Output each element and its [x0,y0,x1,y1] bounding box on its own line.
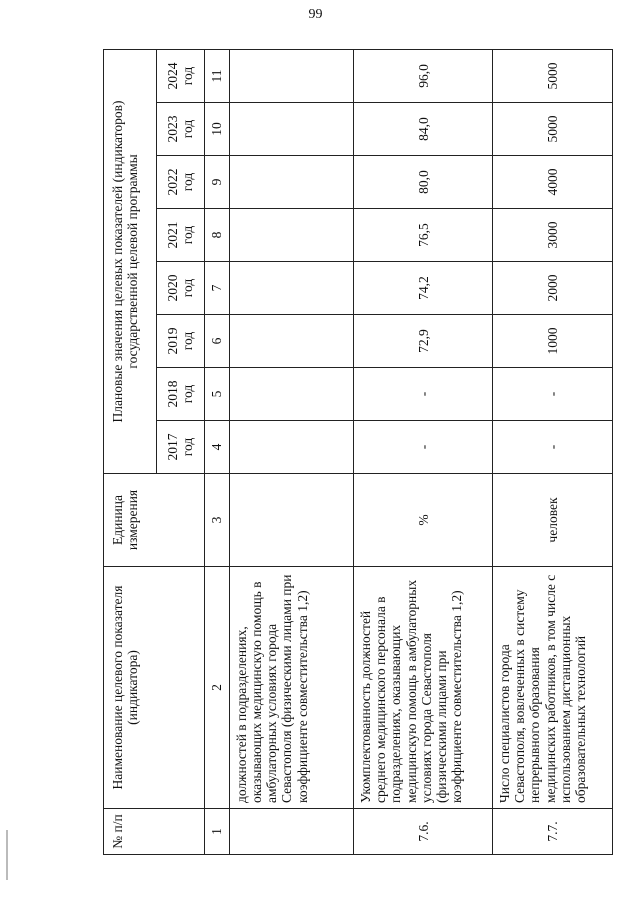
value-cell [230,315,354,368]
header-unit: Единица измерения [104,474,205,567]
unit-cell: % [354,474,493,567]
index-cell: 7 [204,262,230,315]
index-cell: 11 [204,49,230,102]
value-cell: 76,5 [354,209,493,262]
value-cell: 5000 [493,103,613,156]
value-cell: 84,0 [354,103,493,156]
value-cell: 4000 [493,156,613,209]
value-cell [230,262,354,315]
header-row-top [104,49,157,854]
indicator-name: Укомплектованность должностей среднего медицинского персонала в подразделениях, оказывающих медицинскую помощь в амбулаторных условиях города Севастополя (физическими лицами при коэффициенте совместительства 1,2) [354,567,493,809]
value-cell [230,421,354,474]
index-cell: 10 [204,103,230,156]
value-cell [230,209,354,262]
header-year: 2022 год [157,156,204,209]
index-cell: 3 [204,474,230,567]
header-name: Наименование целевого показателя (индикатора) [104,567,205,809]
indicator-name: Число специалистов города Севастополя, вовлеченных в систему непрерывного образования медицинских работников, в том числе с использованием дистанционных образовательных технологий [493,567,613,809]
row-number [230,809,354,855]
header-year: 2024 год [157,49,204,102]
row-number: 7.7. [493,809,613,855]
header-year: 2021 год [157,209,204,262]
unit-cell: человек [493,474,613,567]
value-cell [230,156,354,209]
header-year: 2020 год [157,262,204,315]
value-cell: - [354,368,493,421]
value-cell: 5000 [493,49,613,102]
scan-artifact [6,830,8,880]
unit-cell [230,474,354,567]
indicators-table [103,49,613,855]
index-row [204,49,230,854]
rotated-table-wrapper [103,50,613,855]
index-cell: 6 [204,315,230,368]
value-cell: 3000 [493,209,613,262]
index-cell: 8 [204,209,230,262]
header-year: 2023 год [157,103,204,156]
value-cell: 1000 [493,315,613,368]
table-row [230,49,354,854]
index-cell: 9 [204,156,230,209]
row-number: 7.6. [354,809,493,855]
value-cell: 72,9 [354,315,493,368]
value-cell: 96,0 [354,49,493,102]
value-cell: - [354,421,493,474]
page-number: 99 [308,7,323,22]
index-cell: 1 [204,809,230,855]
header-year: 2019 год [157,315,204,368]
header-year: 2018 год [157,368,204,421]
table-row [354,49,493,854]
index-cell: 5 [204,368,230,421]
indicator-name: должностей в подразделениях, оказывающих медицинскую помощь в амбулаторных условиях города Севастополя (физическими лицами при коэффициенте совместительства 1,2) [230,567,354,809]
value-cell: - [493,421,613,474]
header-year: 2017 год [157,421,204,474]
value-cell [230,368,354,421]
value-cell [230,49,354,102]
index-cell: 2 [204,567,230,809]
value-cell: 2000 [493,262,613,315]
value-cell [230,103,354,156]
index-cell: 4 [204,421,230,474]
value-cell: 74,2 [354,262,493,315]
value-cell: - [493,368,613,421]
header-plan: Плановые значения целевых показателей (индикаторов) государственной целевой программы [104,49,157,473]
table-row [493,49,613,854]
header-no: № п/п [104,809,205,855]
value-cell: 80,0 [354,156,493,209]
